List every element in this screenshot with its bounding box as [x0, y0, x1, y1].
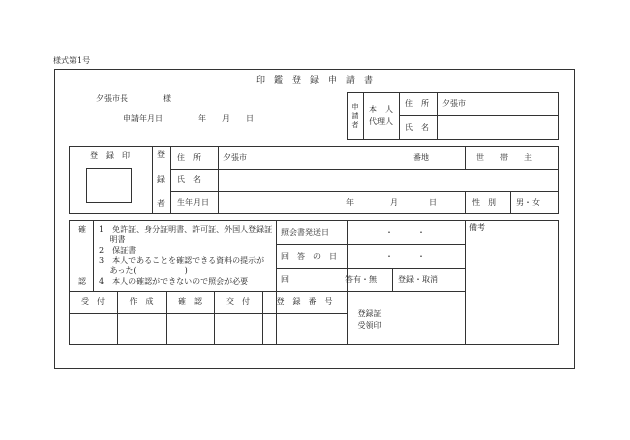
registration-number-field[interactable]: [263, 314, 346, 344]
sex-label: 性 別: [472, 198, 496, 207]
applicant-name-label: 氏 名: [405, 123, 429, 132]
inquiry-sent-date[interactable]: ・ ・: [385, 228, 425, 237]
addressee-honorific: 様: [163, 94, 171, 103]
reply-label: 回 答: [281, 275, 353, 284]
applicant-type[interactable]: 本 人 代理人: [369, 105, 393, 126]
applicant-address-label: 住 所: [405, 99, 429, 108]
verification-item-2[interactable]: 2 保証書: [99, 246, 137, 255]
application-date-label: 申請年月日: [123, 114, 163, 123]
registrant-heading-3: 者: [157, 199, 165, 208]
registrant-heading-1: 登: [157, 150, 165, 159]
application-date-month[interactable]: 月: [222, 114, 230, 123]
reply-action[interactable]: 登録・取消: [398, 275, 438, 284]
birth-day[interactable]: 日: [429, 198, 437, 207]
confirmation-field[interactable]: [167, 314, 213, 344]
col-creation: 作 成: [129, 297, 154, 306]
cert-receipt-stamp-field[interactable]: [393, 292, 464, 344]
col-issuance: 交 付: [226, 297, 250, 306]
col-registration-number: 登 録 番 号: [276, 297, 333, 306]
applicant-address-value[interactable]: 夕張市: [442, 99, 466, 108]
registrant-address-label: 住 所: [177, 153, 201, 162]
sex-choice[interactable]: 男・女: [516, 198, 540, 207]
seal-stamp-box[interactable]: [86, 168, 132, 203]
remarks-label: 備考: [469, 223, 485, 232]
reply-date-label: 回 答 の 日: [281, 252, 337, 261]
verification-item-4[interactable]: 4 本人の確認ができないので照会が必要: [99, 277, 249, 286]
registrant-name-field[interactable]: [219, 170, 558, 190]
reply-yes-no[interactable]: 有・無: [353, 275, 377, 284]
verification-heading-2: 認: [78, 277, 86, 286]
seal-label: 登 録 印: [90, 151, 130, 160]
applicant-name-field[interactable]: [438, 116, 558, 139]
verification-item-1-cont: 明書: [99, 235, 126, 244]
registrant-name-label: 氏 名: [177, 175, 201, 184]
verification-heading-1: 確: [78, 225, 86, 234]
birth-year[interactable]: 年: [346, 198, 354, 207]
registrant-banchi: 番地: [413, 153, 429, 162]
birth-date-label: 生年月日: [177, 198, 209, 207]
reply-date[interactable]: ・ ・: [385, 252, 425, 261]
col-reception: 受 付: [81, 297, 105, 306]
verification-item-1[interactable]: 1 免許証、身分証明書、許可証、外国人登録証: [99, 225, 273, 234]
cert-receipt-label: 登録証 受領印: [357, 309, 382, 330]
creation-field[interactable]: [118, 314, 165, 344]
registrant-heading-2: 録: [157, 175, 165, 184]
application-date-year[interactable]: 年: [198, 114, 206, 123]
reception-field[interactable]: [70, 314, 116, 344]
issuance-field[interactable]: [215, 314, 261, 344]
verification-item-3[interactable]: 3 本人であることを確認できる資料の提示が: [99, 256, 265, 265]
inquiry-sent-label: 照会書発送日: [281, 228, 329, 237]
household-head-label: 世 帯 主: [476, 153, 532, 162]
remarks-field[interactable]: [466, 232, 558, 344]
col-confirmation: 確 認: [178, 297, 202, 306]
addressee-label: 夕張市長: [96, 94, 128, 103]
birth-month[interactable]: 月: [390, 198, 398, 207]
verification-item-3-cont: あった( ): [99, 266, 188, 275]
application-date-day[interactable]: 日: [246, 114, 254, 123]
form-title: 印 鑑 登 録 申 請 書: [255, 76, 373, 86]
applicant-heading: 申 請 者: [351, 102, 359, 129]
registrant-address-value[interactable]: 夕張市: [223, 153, 247, 162]
form-number: 様式第1号: [53, 56, 91, 65]
